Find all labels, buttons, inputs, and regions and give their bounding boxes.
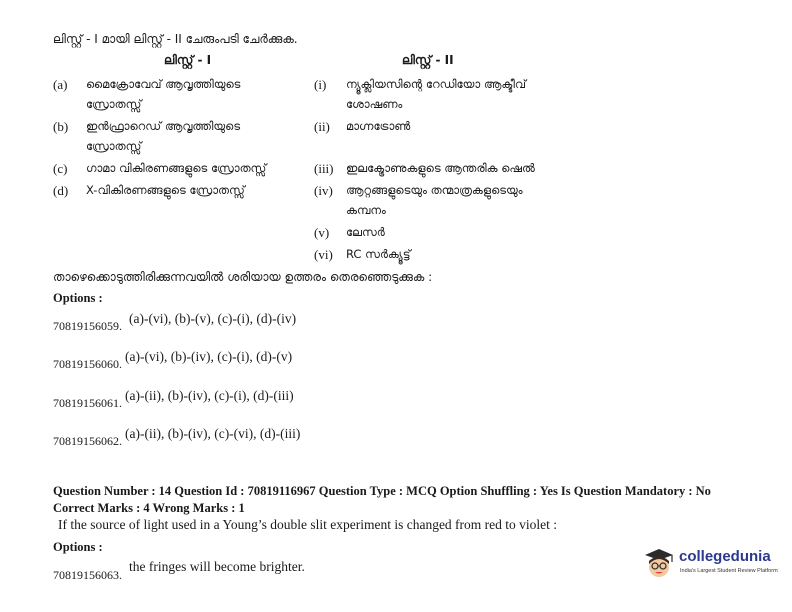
- list1-heading: ലിസ്റ്റ് - I: [164, 53, 212, 67]
- list1-label-d: (d): [53, 183, 69, 198]
- option-id-3: 70819156061.: [53, 396, 122, 410]
- choose-correct-prompt: താഴെക്കൊടുത്തിരിക്കുന്നവയിൽ ശരിയായ ഉത്തരം തെരഞ്ഞെടുക്കുക :: [53, 270, 433, 284]
- question-options-label: Options :: [53, 540, 103, 554]
- option-text-4[interactable]: (a)-(ii), (b)-(iv), (c)-(vi), (d)-(iii): [125, 426, 301, 441]
- list2-label-iv: (iv): [314, 183, 333, 198]
- list2-label-i: (i): [314, 77, 327, 92]
- option-id-2: 70819156060.: [53, 357, 122, 371]
- list2-label-v: (v): [314, 225, 330, 240]
- list2-label-ii: (ii): [314, 119, 330, 134]
- list1-item-b: ഇൻഫ്രാറെഡ് ആവൃത്തിയുടെ സ്രോതസ്സ്: [86, 119, 241, 153]
- question-text: If the source of light used in a Young’s double slit experiment is changed from red to violet :: [58, 517, 558, 532]
- option-text-3[interactable]: (a)-(ii), (b)-(iv), (c)-(i), (d)-(iii): [125, 388, 294, 403]
- list2-item-v: ലേസർ: [346, 225, 385, 239]
- list2-item-i: ന്യൂക്ലിയസിന്റെ റേഡിയോ ആക്ടീവ് ശോഷണം: [346, 77, 526, 111]
- match-instruction: ലിസ്റ്റ് - I മായി ലിസ്റ്റ് - II ചേരുംപടി ചേർക്കുക.: [53, 32, 298, 46]
- list2-label-iii: (iii): [314, 161, 334, 176]
- option-text-2[interactable]: (a)-(vi), (b)-(iv), (c)-(i), (d)-(v): [125, 349, 293, 364]
- list1-item-c: ഗാമാ വികിരണങ്ങളുടെ സ്രോതസ്സ്: [86, 161, 267, 175]
- list2-item-vi: RC സർക്യൂട്ട്: [346, 247, 411, 261]
- mascot-icon: [641, 546, 677, 582]
- option-id-1: 70819156059.: [53, 319, 122, 333]
- list1-label-c: (c): [53, 161, 68, 176]
- list1-label-b: (b): [53, 119, 69, 134]
- list1-label-a: (a): [53, 77, 68, 92]
- logo-wordmark: collegedunia: [679, 548, 771, 565]
- option-id-4: 70819156062.: [53, 434, 122, 448]
- list2-label-vi: (vi): [314, 247, 333, 262]
- list1-item-d: X-വികിരണങ്ങളുടെ സ്രോതസ്സ്: [86, 183, 245, 197]
- question-marks: Correct Marks : 4 Wrong Marks : 1: [53, 501, 245, 515]
- question-meta: Question Number : 14 Question Id : 70819116967 Question Type : MCQ Option Shuffling : Yes Is Question Mandatory : No: [53, 484, 711, 498]
- q14-option-id-1: 70819156063.: [53, 568, 122, 582]
- options-label: Options :: [53, 291, 103, 305]
- list2-item-iv: ആറ്റങ്ങളുടെയും തന്മാത്രകളുടെയും കമ്പനം: [346, 183, 523, 217]
- logo-tagline: India's Largest Student Review Platform: [680, 568, 778, 574]
- option-text-1[interactable]: (a)-(vi), (b)-(v), (c)-(i), (d)-(iv): [129, 311, 297, 326]
- q14-option-text-1[interactable]: the fringes will become brighter.: [129, 559, 305, 574]
- list2-heading: ലിസ്റ്റ് - II: [402, 53, 454, 67]
- list2-item-ii: മാഗ്നട്രോൺ: [346, 119, 411, 133]
- list2-item-iii: ഇലക്ട്രോണുകളുടെ ആന്തരിക ഷെൽ: [346, 161, 535, 175]
- collegedunia-logo: [641, 546, 778, 582]
- list1-item-a: മൈക്രോവേവ് ആവൃത്തിയുടെ സ്രോതസ്സ്: [86, 77, 241, 111]
